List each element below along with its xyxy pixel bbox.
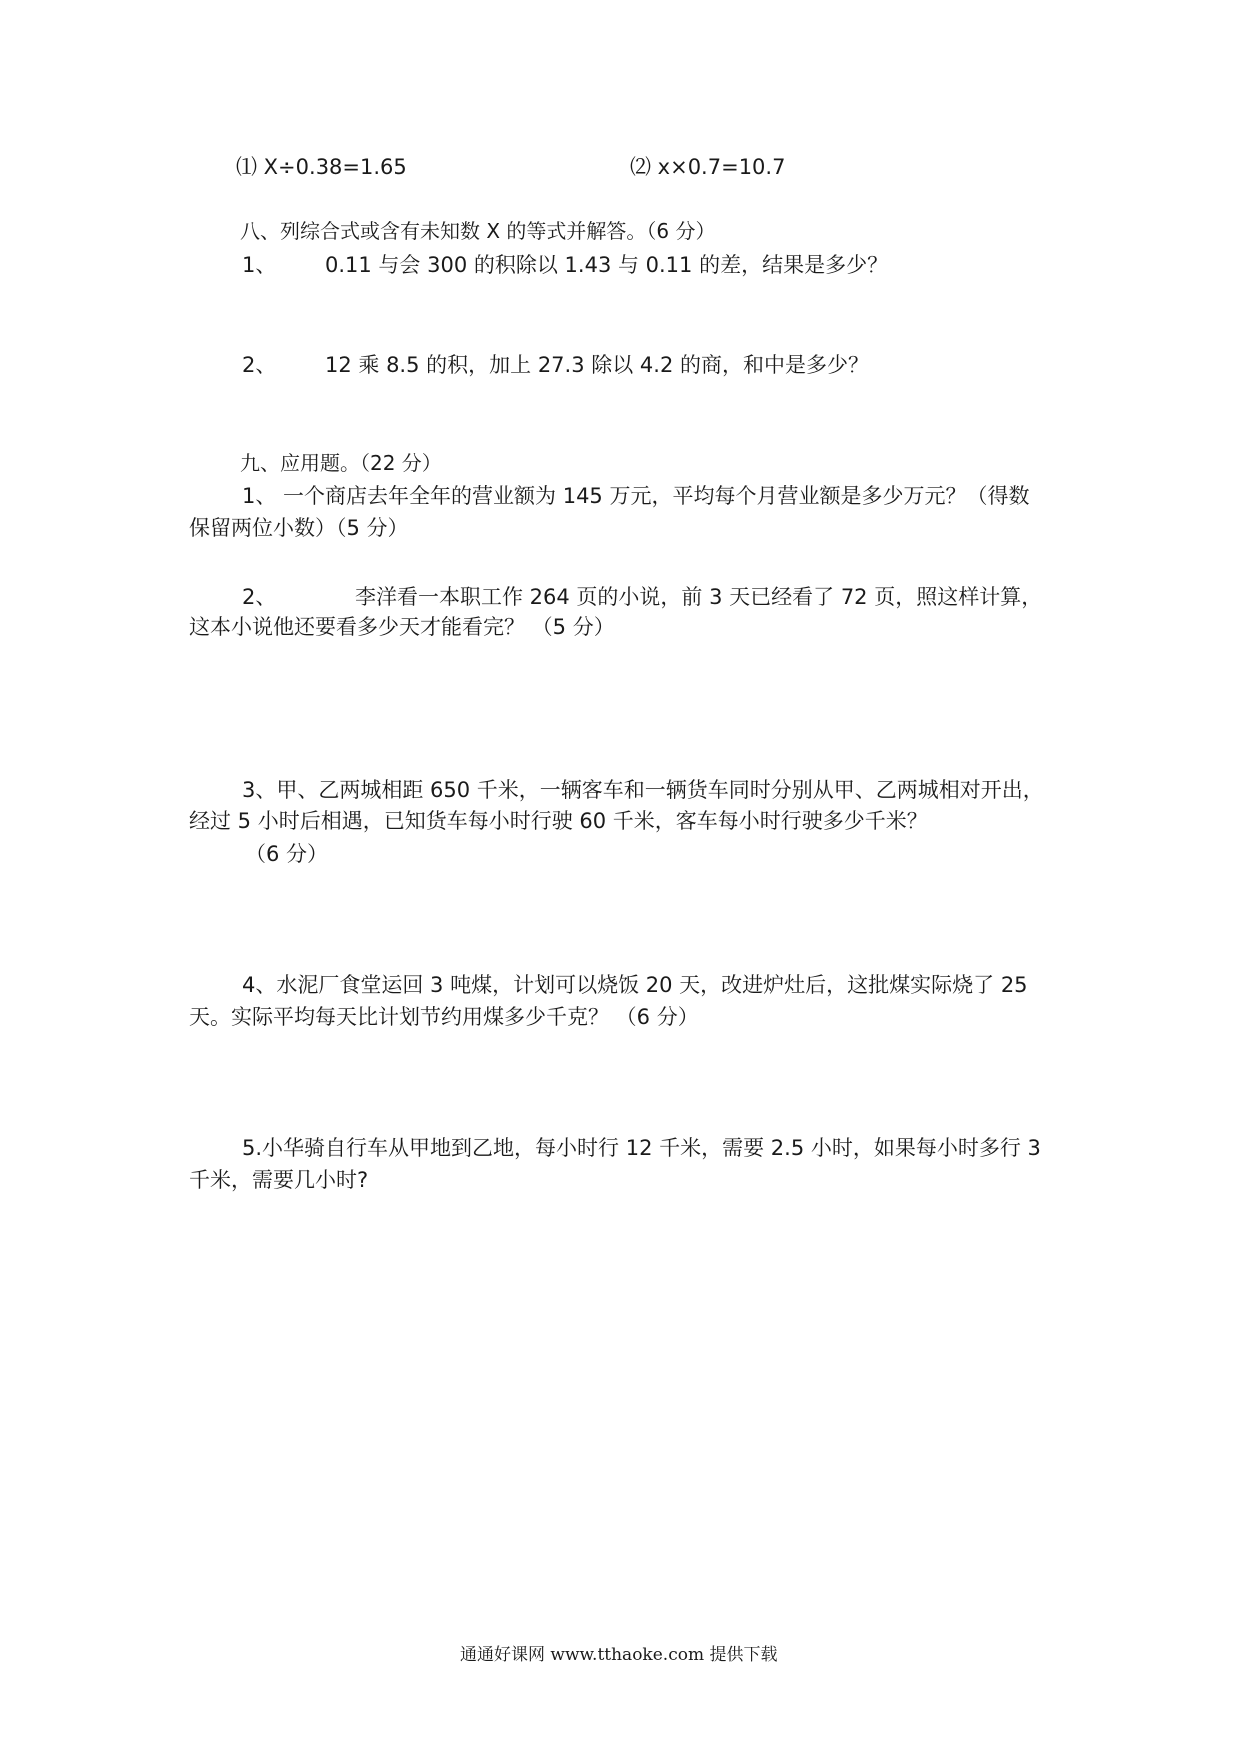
- equation-2: ⑵ x×0.7=10.7: [630, 155, 786, 179]
- section-8-q2-text: 12 乘 8.5 的积，加上 27.3 除以 4.2 的商，和中是多少？: [325, 353, 869, 377]
- section-9-q2-line2: 这本小说他还要看多少天才能看完？ （5 分）: [189, 615, 615, 639]
- section-8-heading: 八、列综合式或含有未知数 X 的等式并解答。（6 分）: [240, 219, 716, 243]
- section-9-q2-number: 2、: [242, 585, 277, 609]
- section-9-q2-line1: 李洋看一本职工作 264 页的小说，前 3 天已经看了 72 页，照这样计算，: [355, 585, 1043, 609]
- section-8-q2-number: 2、: [242, 353, 277, 377]
- section-9-q3-line1: 3、甲、乙两城相距 650 千米，一辆客车和一辆货车同时分别从甲、乙两城相对开出，: [242, 778, 1044, 802]
- section-9-q3-line3: （6 分）: [245, 842, 329, 866]
- section-8-q1-text: 0.11 与会 300 的积除以 1.43 与 0.11 的差，结果是多少？: [325, 253, 889, 277]
- section-9-q5-line2: 千米，需要几小时?: [189, 1168, 369, 1192]
- section-9-q5-line1: 5.小华骑自行车从甲地到乙地，每小时行 12 千米，需要 2.5 小时，如果每小时多行 3: [242, 1136, 1041, 1160]
- section-9-heading: 九、应用题。（22 分）: [240, 451, 442, 475]
- section-9-q1-line1: 1、 一个商店去年全年的营业额为 145 万元，平均每个月营业额是多少万元？（得数: [242, 484, 1030, 508]
- section-9-q1-line2: 保留两位小数）（5 分）: [189, 516, 409, 540]
- section-9-q4-line2: 天。实际平均每天比计划节约用煤多少千克？ （6 分）: [189, 1005, 699, 1029]
- section-8-q1-number: 1、: [242, 253, 277, 277]
- equation-1: ⑴ X÷0.38=1.65: [236, 155, 407, 179]
- footer-credit: 通通好课网 www.tthaoke.com 提供下载: [460, 1645, 778, 1665]
- section-9-q4-line1: 4、水泥厂食堂运回 3 吨煤，计划可以烧饭 20 天，改进炉灶后，这批煤实际烧了 25: [242, 973, 1028, 997]
- section-9-q3-line2: 经过 5 小时后相遇，已知货车每小时行驶 60 千米，客车每小时行驶多少千米？: [189, 809, 928, 833]
